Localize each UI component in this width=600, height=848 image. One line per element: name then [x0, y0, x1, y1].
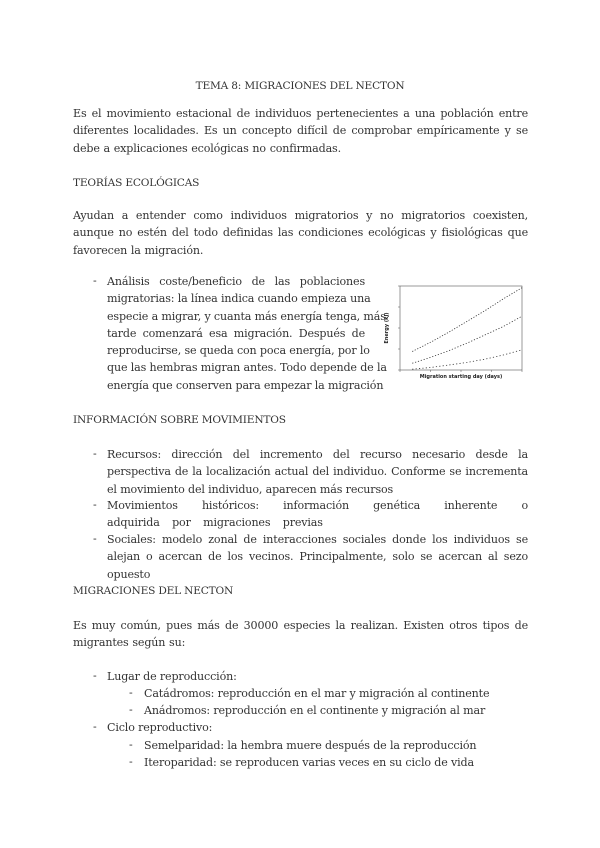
sub-bullet-catadromos: Catádromos: reproducción en el mar y migración al continente — [144, 687, 490, 700]
bullet-dash: - — [93, 720, 97, 733]
sub-bullet-dash: - — [129, 738, 133, 751]
bullet-line: energía que conserven para empezar la migración — [107, 378, 384, 392]
bullet-dash: - — [93, 532, 97, 545]
section-heading-info: INFORMACIÓN SOBRE MOVIMIENTOS — [73, 414, 286, 426]
series-line-middle — [412, 316, 522, 363]
bullet-line: que las hembras migran antes. Todo depende de la — [107, 361, 387, 375]
bullet-line: migratorias: la línea indica cuando empieza una — [107, 292, 371, 306]
bullet-dash: - — [93, 274, 97, 287]
bullet-line: Análisis coste/beneficio de las poblaciones — [107, 275, 365, 288]
bullet-line: tarde comenzará esa migración. Después de — [107, 326, 365, 340]
bullet-dash: - — [93, 669, 97, 682]
series-line-lower — [412, 350, 522, 369]
page-title: TEMA 8: MIGRACIONES DEL NECTON — [195, 80, 405, 92]
bullet-sociales: Sociales: modelo zonal de interacciones sociales donde los individuos se alejan o acercan de los vecinos. Principalmente, solo se acercan al sezo opuesto — [107, 533, 528, 581]
bullet-dash: - — [93, 498, 97, 511]
chart-frame — [400, 286, 522, 370]
y-axis-label: Energy (kJ) — [384, 312, 390, 344]
sub-bullet-dash: - — [129, 755, 133, 768]
bullet-line: reproducirse, se queda con poca energía, por lo — [107, 344, 370, 358]
bullet-historicos: Movimientos históricos: información genética inherente o adquirida por migraciones previas — [107, 499, 528, 530]
sub-bullet-anadromos: Anádromos: reproducción en el continente y migración al mar — [144, 704, 486, 717]
sub-bullet-iteroparidad: Iteroparidad: se reproducen varias veces en su ciclo de vida — [144, 756, 474, 769]
section-heading-teorias: TEORÍAS ECOLÓGICAS — [73, 177, 200, 189]
bullet-line: especie a migrar, y cuanta más energía tenga, más — [107, 309, 386, 323]
necton-paragraph: Es muy común, pues más de 30000 especies la realizan. Existen otros tipos de migrantes según su: — [73, 619, 528, 650]
intro-paragraph: Es el movimiento estacional de individuos pertenecientes a una población entre diferentes localidades. Es un concepto difícil de comprobar empíricamente y se debe a explicaciones ecológicas no confirmadas. — [73, 107, 528, 155]
bullet-recursos: Recursos: dirección del incremento del recurso necesario desde la perspectiva de la localización actual del individuo. Conforme se incrementa el movimiento del individuo, aparecen más recursos — [107, 448, 528, 496]
group-label-reproduccion: Lugar de reproducción: — [107, 670, 237, 683]
sub-bullet-dash: - — [129, 686, 133, 699]
migration-energy-chart — [372, 280, 532, 390]
bullet-dash: - — [93, 447, 97, 460]
group-label-ciclo: Ciclo reproductivo: — [107, 721, 213, 734]
series-line-upper — [412, 288, 522, 352]
teorias-paragraph: Ayudan a entender como individuos migratorios y no migratorios coexisten, aunque no estén del todo definidas las condiciones ecológicas y fisiológicas que favorecen la migración. — [73, 209, 528, 257]
x-axis-label: Migration starting day (days) — [419, 374, 503, 380]
sub-bullet-dash: - — [129, 703, 133, 716]
sub-bullet-semelparidad: Semelparidad: la hembra muere después de la reproducción — [144, 739, 477, 752]
section-heading-necton: MIGRACIONES DEL NECTON — [73, 585, 234, 597]
